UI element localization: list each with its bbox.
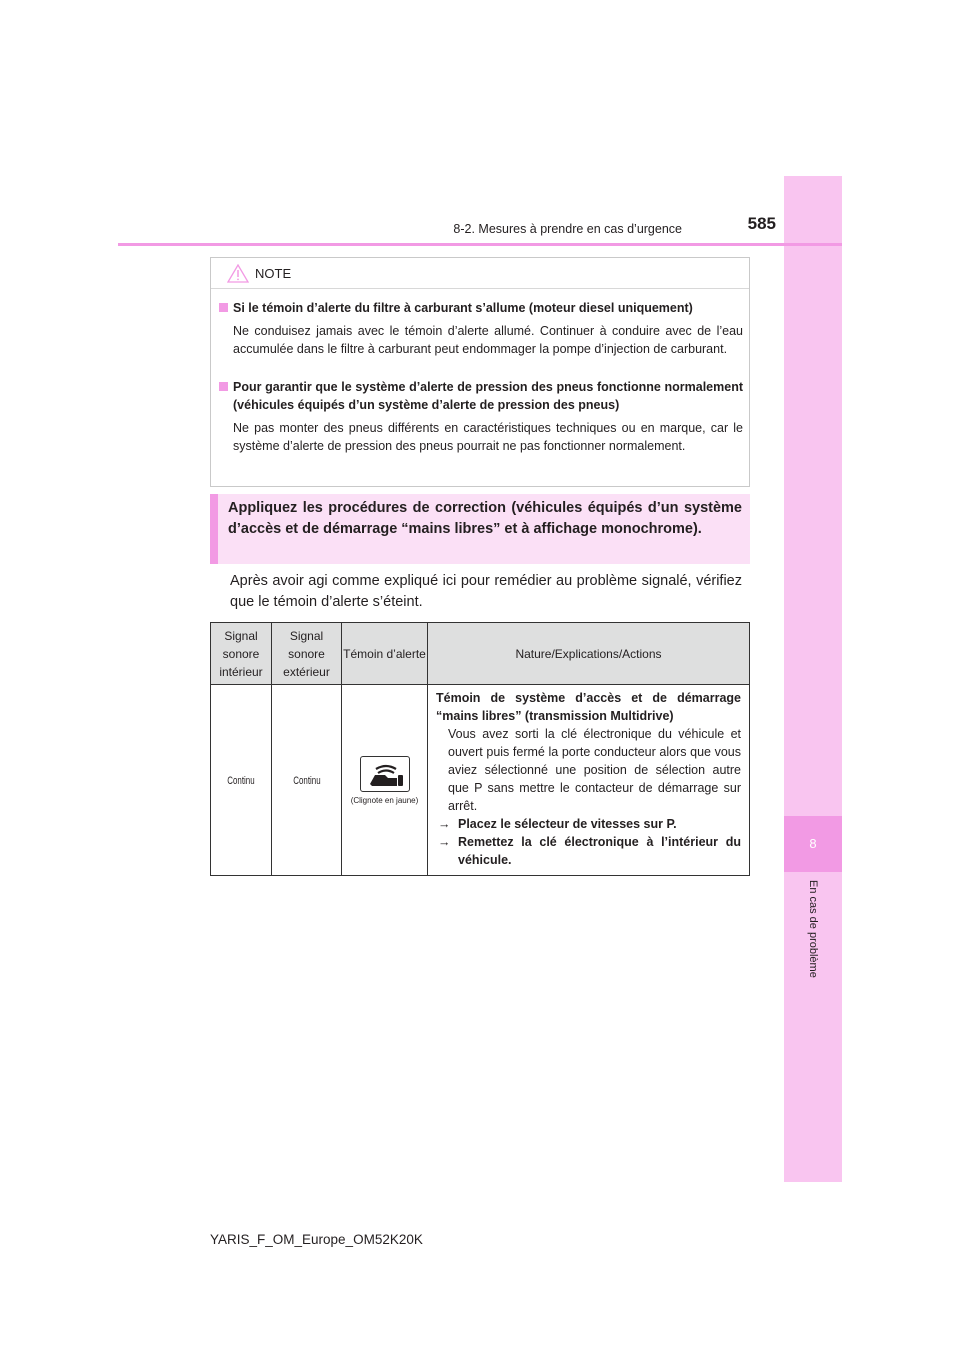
interior-buzzer-value: Continu xyxy=(227,775,255,787)
note-item-title xyxy=(219,378,743,414)
section-title: Appliquez les procédures de correction (véhicules équipés d’un système d’accès et de démarrage “mains libres” et à affichage monochrome). xyxy=(228,500,742,537)
section-heading-box xyxy=(210,494,750,564)
cell-exterior xyxy=(272,685,342,876)
note-item-tire-pressure xyxy=(219,378,743,455)
side-chapter-tab xyxy=(784,176,842,1182)
note-divider xyxy=(211,288,749,289)
table-header-row xyxy=(211,623,750,685)
cell-interior xyxy=(211,685,272,876)
chapter-number: 8 xyxy=(784,816,842,872)
note-item-fuel-filter xyxy=(219,299,743,358)
arrow-right-icon: → xyxy=(438,835,451,849)
col-header-lamp: Témoin d’alerte xyxy=(342,623,428,685)
smart-key-warning-icon xyxy=(360,756,410,792)
warning-triangle-icon xyxy=(227,264,249,283)
col-header-nature: Nature/Explications/Actions xyxy=(428,623,750,685)
intro-paragraph: Après avoir agi comme expliqué ici pour remédier au problème signalé, vérifiez que le témoin d’alerte s’éteint. xyxy=(230,573,742,610)
exterior-buzzer-value: Continu xyxy=(292,775,321,787)
note-item-title-text: Si le témoin d’alerte du filtre à carburant s’allume (moteur diesel uniquement) xyxy=(233,301,693,315)
note-box xyxy=(210,257,750,487)
action-item xyxy=(436,815,741,833)
page-number: 585 xyxy=(747,214,776,233)
arrow-right-icon: → xyxy=(438,817,451,831)
chapter-label xyxy=(786,880,840,1000)
note-item-title-text: Pour garantir que le système d’alerte de pression des pneus fonctionne normalement (véhicules équipés d’un système d’alerte de pression des pneus) xyxy=(233,380,743,412)
header-section-title: 8-2. Mesures à prendre en cas d’urgence xyxy=(453,222,682,236)
action-item xyxy=(436,833,741,869)
footer-doc-code: YARIS_F_OM_Europe_OM52K20K xyxy=(210,1232,423,1247)
square-bullet-icon xyxy=(219,303,228,312)
col-header-exterior: Signal sonore extérieur xyxy=(272,623,342,685)
action-text: Remettez la clé électronique à l’intérieur du véhicule. xyxy=(458,835,741,867)
action-text: Placez le sélecteur de vitesses sur P. xyxy=(458,817,677,831)
key-outside-vehicle-icon xyxy=(367,761,405,788)
chapter-label-text: En cas de problème xyxy=(807,880,819,978)
square-bullet-icon xyxy=(219,382,228,391)
note-item-title xyxy=(219,299,743,317)
col-header-interior: Signal sonore intérieur xyxy=(211,623,272,685)
warning-table xyxy=(210,622,750,876)
header-rule xyxy=(118,243,842,246)
nature-title: Témoin de système d’accès et de démarrage “mains libres” (transmission Multidrive) xyxy=(436,691,741,723)
table-row xyxy=(211,685,750,876)
note-item-body: Ne conduisez jamais avec le témoin d’alerte allumé. Continuer à conduire avec de l’eau accumulée dans le filtre à carburant peut endommager la pompe d’injection de carburant. xyxy=(233,324,743,356)
lamp-caption: (Clignote en jaune) xyxy=(350,795,419,805)
cell-nature xyxy=(428,685,750,876)
note-item-body: Ne pas monter des pneus différents en caractéristiques techniques ou en marque, car le système d’alerte de pression des pneus pourrait ne pas fonctionner normalement. xyxy=(233,421,743,453)
cell-lamp xyxy=(342,685,428,876)
nature-body: Vous avez sorti la clé électronique du véhicule et ouvert puis fermé la porte conducteur alors que vous aviez sélectionné une position de sélection autre que P sans mettre le contacteur de démarrage sur arrêt. xyxy=(448,727,741,813)
note-header xyxy=(227,262,291,284)
note-title: NOTE xyxy=(255,265,292,281)
